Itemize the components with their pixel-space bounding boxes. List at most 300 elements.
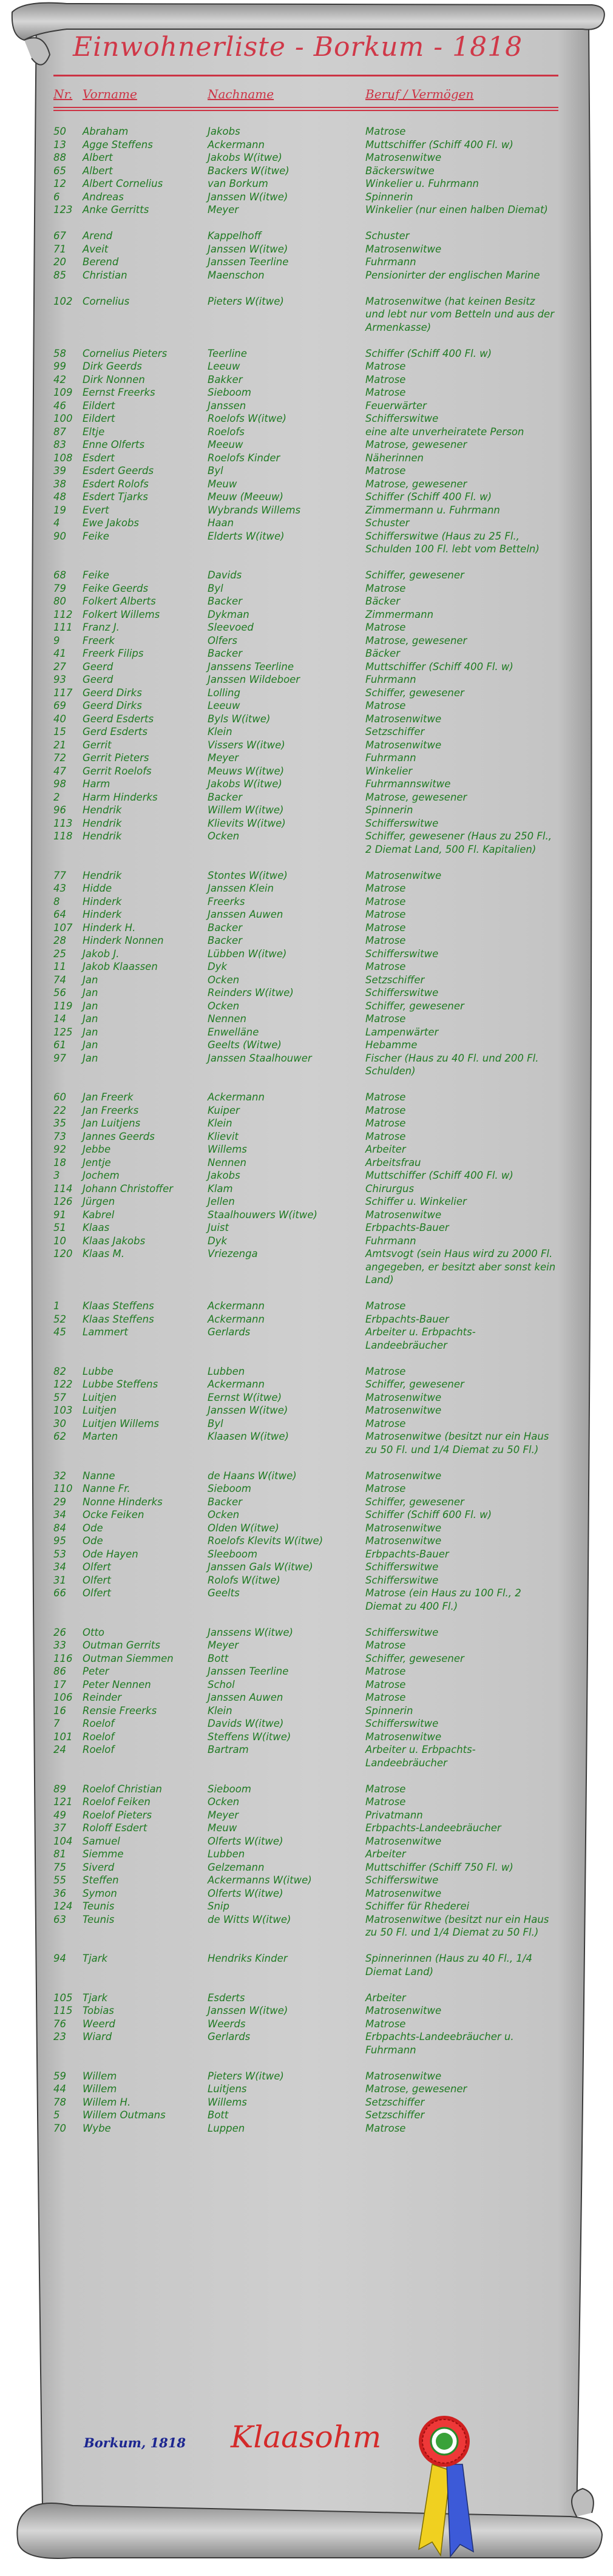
resident-last-name: Jellen: [208, 1196, 235, 1207]
resident-first-name: Jan: [83, 1013, 98, 1025]
resident-occupation: Matrosenwitwe: [365, 1887, 442, 1899]
resident-occupation: Matrose: [365, 465, 406, 476]
resident-number: 71: [53, 243, 66, 255]
resident-number: 82: [53, 1365, 66, 1377]
resident-last-name: de Haans W(itwe): [208, 1469, 297, 1482]
resident-last-name: Bartram: [208, 1744, 249, 1755]
resident-first-name: Jan: [83, 1052, 98, 1064]
resident-first-name: Anke Gerritts: [83, 204, 149, 215]
resident-row: [53, 686, 557, 700]
resident-row: [53, 1835, 557, 1848]
resident-occupation: Winkelier: [365, 765, 413, 777]
resident-occupation: Schifferswitwe: [365, 1874, 439, 1886]
resident-first-name: Siverd: [83, 1861, 115, 1873]
resident-row: [53, 1809, 557, 1822]
resident-first-name: Geerd Esderts: [83, 713, 154, 725]
resident-first-name: Hendrik: [83, 804, 122, 816]
resident-occupation: Matrosenwitwe: [365, 1535, 442, 1547]
resident-occupation: Matrose, gewesener: [365, 439, 467, 450]
resident-number: 85: [53, 269, 66, 281]
resident-number: 52: [53, 1313, 66, 1325]
resident-last-name: Rolofs W(itwe): [208, 1574, 280, 1586]
resident-last-name: Meeuw: [208, 439, 243, 450]
resident-occupation: Schiffer u. Winkelier: [365, 1196, 467, 1207]
resident-occupation: Fuhrmann: [365, 256, 416, 268]
resident-occupation: Matrosenwitwe (besitzt nur ein Haus zu 50 Fl. und 1/4 Diemat zu 50 Fl.): [365, 1431, 549, 1456]
resident-last-name: Janssen Auwen: [208, 1692, 283, 1703]
resident-last-name: Stontes W(itwe): [208, 869, 288, 881]
resident-row: [53, 177, 557, 191]
resident-number: 58: [53, 347, 66, 359]
resident-number: 27: [53, 660, 66, 673]
resident-last-name: Olferts W(itwe): [208, 1887, 283, 1899]
resident-occupation: Arbeiter: [365, 1991, 406, 2004]
resident-last-name: Sieboom: [208, 1783, 251, 1795]
resident-occupation: Matrosenwitwe (besitzt nur ein Haus zu 50 Fl. und 1/4 Diemat zu 50 Fl.): [365, 1913, 549, 1938]
resident-row: [53, 452, 557, 465]
resident-row: [53, 164, 557, 178]
resident-number: 91: [53, 1208, 66, 1221]
resident-number: 119: [53, 1000, 73, 1012]
resident-number: 47: [53, 765, 66, 777]
resident-row: [53, 2004, 557, 2018]
resident-first-name: Albert Cornelius: [83, 178, 163, 189]
resident-last-name: Byl: [208, 582, 223, 594]
group-spacer: [53, 282, 557, 295]
resident-last-name: Teerline: [208, 347, 247, 359]
resident-number: 102: [53, 295, 73, 307]
group-spacer: [53, 1078, 557, 1091]
resident-last-name: Ackermanns W(itwe): [208, 1874, 312, 1886]
resident-number: 43: [53, 883, 66, 894]
resident-last-name: Byl: [208, 465, 223, 476]
resident-row: [53, 569, 557, 582]
resident-first-name: Dirk Nonnen: [83, 373, 145, 385]
resident-last-name: Byls W(itwe): [208, 713, 271, 725]
resident-first-name: Harm Hinderks: [83, 791, 158, 803]
resident-last-name: Lubben: [208, 1365, 245, 1377]
resident-last-name: Nennen: [208, 1156, 247, 1168]
resident-number: 33: [53, 1639, 66, 1651]
resident-last-name: Luitjens: [208, 2083, 247, 2095]
resident-number: 126: [53, 1196, 73, 1207]
resident-last-name: Janssens Teerline: [208, 660, 294, 673]
resident-last-name: Pieters W(itwe): [208, 295, 284, 307]
resident-row: [53, 947, 557, 961]
title-rule: [53, 75, 558, 76]
resident-row: [53, 765, 557, 778]
resident-last-name: Kuiper: [208, 1104, 240, 1116]
resident-number: 106: [53, 1692, 73, 1703]
resident-row: [53, 425, 557, 439]
resident-row: [53, 1783, 557, 1796]
resident-first-name: Willem Outmans: [83, 2109, 166, 2121]
resident-last-name: Roelofs Klevits W(itwe): [208, 1535, 323, 1547]
resident-last-name: Pieters W(itwe): [208, 2070, 284, 2082]
resident-last-name: Nennen: [208, 1013, 247, 1025]
resident-first-name: Jan: [83, 974, 98, 986]
resident-last-name: Byl: [208, 1417, 223, 1429]
resident-first-name: Hinderk: [83, 909, 122, 920]
resident-occupation: Matrose: [365, 2122, 406, 2134]
resident-occupation: Matrose: [365, 883, 406, 894]
resident-number: 41: [53, 648, 66, 659]
resident-occupation: Schiffer, gewesener: [365, 686, 464, 699]
resident-occupation: Schifferswitwe: [365, 987, 439, 998]
resident-last-name: Ackermann: [208, 1378, 265, 1390]
resident-occupation: Matrosenwitwe: [365, 1522, 442, 1534]
resident-number: 125: [53, 1026, 73, 1038]
resident-number: 89: [53, 1783, 66, 1795]
resident-number: 57: [53, 1391, 66, 1403]
resident-occupation: Arbeiter u. Erbpachts-Landeebräucher: [365, 1326, 476, 1351]
resident-row: [53, 1887, 557, 1900]
resident-first-name: Freerk Filips: [83, 648, 144, 659]
resident-last-name: Jakobs: [208, 1170, 240, 1181]
resident-occupation: Schuster: [365, 230, 410, 242]
resident-row: [53, 138, 557, 152]
resident-row: [53, 295, 557, 334]
resident-occupation: Matrosenwitwe: [365, 713, 442, 725]
resident-last-name: Steffens W(itwe): [208, 1730, 291, 1743]
resident-occupation: Setzschiffer: [365, 726, 425, 737]
resident-occupation: Matrose: [365, 622, 406, 633]
resident-first-name: Franz J.: [83, 622, 120, 633]
resident-first-name: Berend: [83, 256, 119, 268]
resident-row: [53, 1639, 557, 1652]
resident-occupation: Schifferswitwe: [365, 817, 439, 829]
resident-row: [53, 1300, 557, 1313]
resident-occupation: Matrose, gewesener: [365, 634, 467, 646]
resident-last-name: Janssen W(itwe): [208, 2005, 288, 2016]
resident-occupation: Schiffer für Rhederei: [365, 1900, 470, 1912]
group-spacer: [53, 856, 557, 869]
resident-row: [53, 1704, 557, 1718]
resident-number: 56: [53, 987, 66, 998]
resident-number: 26: [53, 1626, 66, 1638]
resident-last-name: Bakker: [208, 373, 243, 385]
resident-last-name: Backer: [208, 791, 242, 803]
resident-occupation: Schifferswitwe: [365, 1718, 439, 1729]
resident-last-name: Weerds: [208, 2018, 246, 2030]
resident-occupation: Fuhrmannswitwe: [365, 778, 451, 790]
resident-first-name: Ode: [83, 1535, 103, 1547]
resident-occupation: Matrosenwitwe: [365, 1208, 442, 1221]
resident-number: 61: [53, 1039, 66, 1051]
resident-number: 74: [53, 974, 66, 986]
resident-number: 55: [53, 1874, 66, 1886]
resident-row: [53, 438, 557, 452]
resident-number: 21: [53, 739, 66, 751]
resident-occupation: Matrose: [365, 935, 406, 946]
resident-number: 108: [53, 452, 73, 464]
resident-last-name: Enwelläne: [208, 1026, 259, 1038]
resident-number: 73: [53, 1130, 66, 1142]
resident-last-name: Ocken: [208, 1509, 240, 1520]
resident-row: [53, 1012, 557, 1026]
resident-row: [53, 1795, 557, 1809]
resident-row: [53, 1743, 557, 1769]
resident-number: 101: [53, 1730, 73, 1743]
resident-row: [53, 1091, 557, 1104]
resident-occupation: Fuhrmann: [365, 674, 416, 685]
resident-row: [53, 203, 557, 217]
resident-occupation: Matrosenwitwe: [365, 1405, 442, 1416]
resident-first-name: Jan: [83, 1026, 98, 1038]
resident-first-name: Jakob J.: [83, 947, 120, 960]
resident-row: [53, 1496, 557, 1509]
resident-last-name: Klein: [208, 1704, 232, 1717]
resident-row: [53, 1822, 557, 1835]
group-spacer: [53, 1939, 557, 1953]
resident-first-name: Geerd Dirks: [83, 700, 142, 711]
resident-occupation: Matrose: [365, 909, 406, 920]
resident-occupation: Matrose: [365, 1483, 406, 1494]
resident-occupation: Feuerwärter: [365, 399, 427, 412]
resident-last-name: Olferts W(itwe): [208, 1835, 283, 1847]
resident-first-name: Freerk: [83, 634, 115, 646]
resident-row: [53, 1678, 557, 1692]
resident-occupation: Setzschiffer: [365, 974, 425, 986]
resident-first-name: Olfert: [83, 1587, 111, 1599]
resident-first-name: Luitjen: [83, 1405, 117, 1416]
resident-last-name: Jakobs W(itwe): [208, 152, 282, 163]
resident-first-name: Folkert Willems: [83, 608, 160, 620]
resident-first-name: Teunis: [83, 1913, 115, 1925]
resident-number: 23: [53, 2031, 66, 2042]
resident-first-name: Lubbe Steffens: [83, 1378, 158, 1390]
resident-row: [53, 490, 557, 504]
resident-last-name: Janssen W(itwe): [208, 243, 288, 255]
resident-row: [53, 478, 557, 491]
resident-occupation: Setzschiffer: [365, 2096, 425, 2108]
resident-occupation: Winkelier (nur einen halben Diemat): [365, 204, 548, 215]
resident-number: 72: [53, 752, 66, 764]
resident-last-name: Janssen Teerline: [208, 1666, 289, 1677]
resident-last-name: Ackermann: [208, 1300, 265, 1312]
resident-occupation: Matrose: [365, 1013, 406, 1025]
resident-row: [53, 2030, 557, 2056]
resident-last-name: Willems: [208, 2096, 247, 2108]
resident-last-name: Bott: [208, 1652, 229, 1664]
resident-last-name: Meuw (Meeuw): [208, 491, 283, 503]
resident-last-name: Luppen: [208, 2122, 245, 2134]
resident-number: 94: [53, 1953, 66, 1964]
resident-last-name: Leeuw: [208, 361, 240, 372]
resident-occupation: Spinnerin: [365, 1704, 413, 1717]
resident-occupation: Matrose: [365, 1639, 406, 1651]
resident-occupation: Matrose: [365, 361, 406, 372]
resident-row: [53, 1052, 557, 1078]
resident-occupation: Erbpachts-Landeebräucher: [365, 1822, 501, 1834]
resident-first-name: Feike: [83, 569, 109, 581]
resident-last-name: van Borkum: [208, 178, 268, 189]
resident-row: [53, 1717, 557, 1730]
resident-last-name: Janssen Wildeboer: [208, 674, 300, 685]
resident-row: [53, 673, 557, 686]
resident-occupation: Matrosenwitwe: [365, 869, 442, 881]
resident-occupation: Matrose: [365, 1692, 406, 1703]
resident-last-name: Wybrands Willems: [208, 504, 301, 516]
resident-occupation: Schifferswitwe: [365, 413, 439, 424]
resident-number: 7: [53, 1718, 60, 1729]
resident-last-name: Janssen W(itwe): [208, 1405, 288, 1416]
header-rule-upper: [53, 107, 558, 108]
resident-occupation: Arbeitsfrau: [365, 1156, 421, 1168]
resident-number: 69: [53, 700, 66, 711]
resident-first-name: Roelof: [83, 1744, 115, 1755]
resident-row: [53, 360, 557, 373]
resident-occupation: Matrose: [365, 1104, 406, 1116]
page-title: Einwohnerliste - Borkum - 1818: [73, 32, 523, 63]
resident-number: 98: [53, 778, 66, 790]
resident-number: 50: [53, 126, 66, 137]
resident-occupation: Matrose: [365, 1091, 406, 1103]
resident-number: 11: [53, 961, 66, 972]
resident-row: [53, 1104, 557, 1117]
resident-first-name: Eildert: [83, 413, 115, 424]
resident-row: [53, 1143, 557, 1156]
resident-number: 112: [53, 608, 73, 620]
resident-occupation: Zimmermann u. Fuhrmann: [365, 504, 500, 516]
resident-row: [53, 582, 557, 595]
resident-number: 14: [53, 1013, 66, 1025]
resident-last-name: Lolling: [208, 686, 240, 699]
resident-occupation: Schifferswitwe (Haus zu 25 Fl., Schulden 100 Fl. lebt vom Betteln): [365, 530, 540, 555]
resident-first-name: Willem H.: [83, 2096, 131, 2108]
resident-last-name: Reinders W(itwe): [208, 987, 294, 998]
resident-occupation: Matrose: [365, 1117, 406, 1129]
resident-occupation: Spinnerin: [365, 804, 413, 816]
resident-occupation: Muttschiffer (Schiff 750 Fl. w): [365, 1861, 513, 1873]
resident-occupation: Muttschiffer (Schiff 400 Fl. w): [365, 1170, 513, 1181]
resident-occupation: Chirurgus: [365, 1182, 415, 1195]
resident-number: 86: [53, 1666, 66, 1677]
resident-occupation: Matrose (ein Haus zu 100 Fl., 2 Diemat zu 400 Fl.): [365, 1587, 521, 1612]
resident-occupation: Amtsvogt (sein Haus wird zu 2000 Fl. angegeben, er besitzt aber sonst kein Land): [365, 1248, 556, 1286]
resident-last-name: Janssen Klein: [208, 883, 274, 894]
resident-first-name: Hendrik: [83, 869, 122, 881]
resident-last-name: Ackermann: [208, 1313, 265, 1325]
resident-row: [53, 725, 557, 739]
resident-row: [53, 1574, 557, 1587]
resident-number: 111: [53, 622, 73, 633]
resident-last-name: Ackermann: [208, 138, 265, 151]
resident-occupation: Fischer (Haus zu 40 Fl. und 200 Fl. Schulden): [365, 1052, 539, 1077]
resident-last-name: Juist: [208, 1222, 229, 1233]
resident-first-name: Klaas M.: [83, 1248, 124, 1259]
resident-row: [53, 1848, 557, 1861]
resident-first-name: Cornelius: [83, 295, 130, 307]
resident-row: [53, 1326, 557, 1352]
resident-first-name: Gerrit Pieters: [83, 752, 149, 764]
resident-last-name: Ocken: [208, 974, 240, 986]
resident-row: [53, 647, 557, 660]
group-spacer: [53, 334, 557, 347]
resident-number: 17: [53, 1678, 66, 1690]
resident-number: 51: [53, 1222, 66, 1233]
resident-number: 75: [53, 1861, 66, 1873]
resident-number: 19: [53, 504, 66, 516]
resident-number: 96: [53, 804, 66, 816]
resident-last-name: Gelzemann: [208, 1861, 265, 1873]
resident-last-name: Janssen: [208, 399, 246, 412]
resident-row: [53, 373, 557, 387]
resident-first-name: Jentje: [83, 1156, 111, 1168]
resident-first-name: Otto: [83, 1626, 105, 1638]
resident-occupation: Matrose: [365, 1300, 406, 1312]
resident-occupation: Matrose, gewesener: [365, 478, 467, 490]
resident-first-name: Jan Freerks: [83, 1104, 139, 1116]
resident-first-name: Klaas Steffens: [83, 1300, 154, 1312]
resident-occupation: Muttschiffer (Schiff 400 Fl. w): [365, 660, 513, 673]
resident-last-name: Olden W(itwe): [208, 1522, 279, 1534]
resident-row: [53, 960, 557, 974]
group-spacer: [53, 1352, 557, 1365]
resident-occupation: Matrosenwitwe: [365, 1730, 442, 1743]
resident-last-name: Staalhouwers W(itwe): [208, 1208, 317, 1221]
group-spacer: [53, 1613, 557, 1626]
resident-row: [53, 921, 557, 935]
resident-first-name: Harm: [83, 778, 110, 790]
resident-number: 62: [53, 1431, 66, 1442]
resident-last-name: Maenschon: [208, 269, 265, 281]
resident-first-name: Siemme: [83, 1848, 124, 1860]
resident-row: [53, 660, 557, 674]
resident-occupation: Matrosenwitwe: [365, 1469, 442, 1482]
resident-last-name: Sleevoed: [208, 622, 254, 633]
resident-first-name: Evert: [83, 504, 109, 516]
resident-last-name: Janssen Gals W(itwe): [208, 1561, 313, 1573]
resident-occupation: Matrose: [365, 1417, 406, 1429]
resident-list: [53, 125, 557, 2135]
resident-row: [53, 1417, 557, 1431]
resident-last-name: Jakobs: [208, 126, 240, 137]
resident-row: [53, 1900, 557, 1913]
resident-first-name: Roelof Christian: [83, 1783, 163, 1795]
resident-first-name: Agge Steffens: [83, 138, 153, 151]
resident-row: [53, 256, 557, 269]
resident-number: 105: [53, 1991, 73, 2004]
resident-number: 38: [53, 478, 66, 490]
resident-row: [53, 1182, 557, 1196]
resident-last-name: Roelofs Kinder: [208, 452, 280, 464]
resident-last-name: Meuw: [208, 1822, 237, 1834]
resident-row: [53, 1313, 557, 1326]
resident-occupation: Winkelier u. Fuhrmann: [365, 178, 479, 189]
resident-occupation: eine alte unverheiratete Person: [365, 425, 524, 438]
resident-row: [53, 791, 557, 804]
resident-number: 65: [53, 164, 66, 177]
resident-occupation: Matrose: [365, 921, 406, 934]
resident-last-name: Meyer: [208, 204, 239, 215]
resident-row: [53, 1508, 557, 1522]
resident-last-name: Backers W(itwe): [208, 164, 290, 177]
resident-number: 64: [53, 909, 66, 920]
resident-last-name: Janssen Auwen: [208, 909, 283, 920]
resident-occupation: Matrose: [365, 1783, 406, 1795]
resident-row: [53, 243, 557, 256]
resident-row: [53, 2122, 557, 2135]
resident-row: [53, 1665, 557, 1678]
resident-row: [53, 817, 557, 830]
resident-first-name: Outman Gerrits: [83, 1639, 160, 1651]
resident-row: [53, 1730, 557, 1744]
header-vorname: Vorname: [83, 87, 137, 101]
resident-occupation: Matrosenwitwe: [365, 1391, 442, 1403]
resident-row: [53, 986, 557, 1000]
resident-number: 36: [53, 1887, 66, 1899]
